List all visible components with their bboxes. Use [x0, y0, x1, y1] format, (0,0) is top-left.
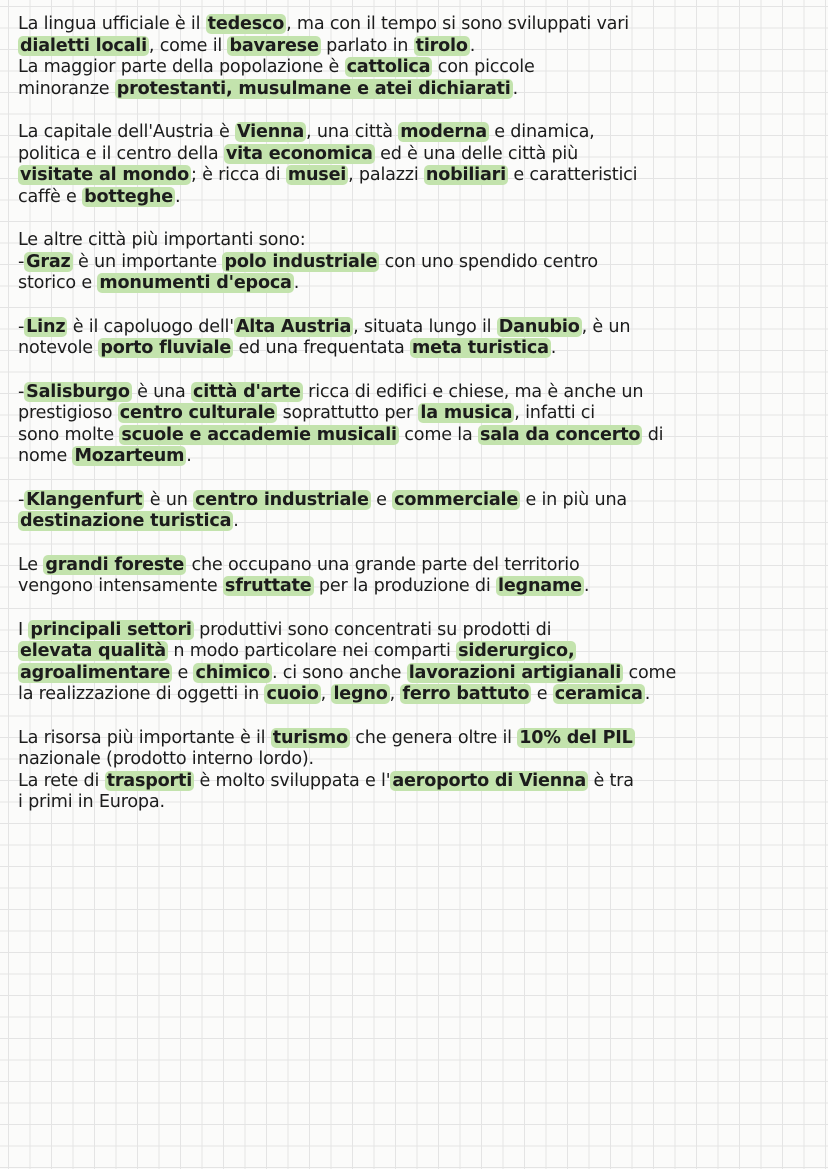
text-line: [18, 338, 818, 360]
text-segment: e in più una: [520, 489, 627, 510]
text-segment: , una città: [306, 122, 399, 142]
paragraph: [18, 382, 818, 468]
highlighted-keyword: Klangenfurt: [26, 489, 143, 510]
text-segment: .: [186, 446, 192, 466]
text-segment: .: [583, 576, 590, 596]
text-segment: e dinamica,: [488, 122, 595, 142]
text-line: [18, 252, 818, 274]
text-line: [18, 273, 818, 295]
text-line: [18, 792, 818, 814]
highlighted-keyword: scuole e accademie musicali: [121, 424, 397, 445]
text-segment: come: [623, 662, 677, 683]
highlighted-keyword: protestanti, musulmane e atei dichiarati: [116, 78, 511, 99]
highlighted-keyword: agroalimentare: [20, 662, 171, 683]
text-segment: Le: [18, 554, 44, 575]
text-line: [18, 165, 818, 187]
text-line: [18, 425, 818, 447]
text-line: [18, 771, 818, 793]
highlighted-keyword: porto fluviale: [100, 338, 232, 358]
highlighted-keyword: bavarese: [229, 35, 319, 56]
highlighted-keyword: aeroporto di Vienna: [392, 770, 587, 791]
text-line: [18, 511, 818, 533]
highlighted-keyword: sala da concerto: [479, 424, 641, 445]
text-segment: caffè e: [18, 186, 83, 207]
text-segment: politica e il centro della: [18, 143, 224, 164]
text-line: [18, 79, 818, 101]
highlighted-keyword: nobiliari: [425, 165, 506, 185]
text-line: [18, 57, 818, 79]
text-segment: , è un: [581, 316, 631, 337]
paragraph: [18, 230, 818, 295]
text-segment: La rete di: [18, 770, 105, 791]
text-segment: nazionale (prodotto interno lordo).: [18, 749, 314, 769]
highlighted-keyword: Alta Austria: [235, 316, 352, 337]
text-segment: ,: [389, 684, 401, 704]
text-segment: I: [18, 619, 29, 640]
highlighted-keyword: tirolo: [415, 35, 468, 56]
text-segment: soprattutto per: [277, 403, 419, 423]
text-segment: . ci sono anche: [271, 662, 407, 683]
highlighted-keyword: città d'arte: [193, 381, 301, 402]
highlighted-keyword: musei: [287, 165, 347, 185]
highlighted-keyword: vita economica: [225, 143, 373, 164]
text-segment: , infatti ci: [514, 403, 595, 423]
text-segment: di: [642, 424, 664, 445]
text-line: [18, 14, 818, 36]
paragraph: [18, 728, 818, 814]
paragraph: [18, 555, 818, 598]
text-segment: .: [293, 273, 300, 293]
text-segment: La capitale dell'Austria è: [18, 122, 236, 142]
text-segment: come la: [398, 424, 478, 445]
text-segment: -: [18, 251, 25, 272]
text-segment: ,: [320, 684, 332, 704]
text-line: [18, 403, 818, 425]
text-segment: la realizzazione di oggetti in: [18, 684, 265, 704]
text-segment: .: [174, 186, 181, 207]
text-segment: , come il: [148, 35, 228, 56]
highlighted-keyword: monumenti d'epoca: [99, 273, 292, 293]
text-segment: ; è ricca di: [191, 165, 286, 185]
text-segment: -: [18, 489, 25, 510]
highlighted-keyword: siderurgico,: [458, 641, 575, 661]
text-segment: è una: [131, 381, 192, 402]
highlighted-keyword: Salisburgo: [26, 381, 130, 402]
text-segment: con uno spendido centro: [379, 251, 598, 272]
highlighted-keyword: cuoio: [266, 684, 319, 704]
text-line: [18, 446, 818, 468]
text-segment: produttivi sono concentrati su prodotti di: [193, 619, 552, 640]
highlighted-keyword: chimico: [195, 662, 270, 683]
highlighted-keyword: turismo: [272, 727, 348, 748]
text-segment: .: [469, 35, 476, 56]
paragraph: [18, 317, 818, 360]
text-segment: La lingua ufficiale è il: [18, 14, 206, 34]
text-segment: che genera oltre il: [349, 727, 518, 748]
paragraph: [18, 620, 818, 706]
text-segment: minoranze: [18, 78, 115, 99]
highlighted-keyword: moderna: [400, 122, 487, 142]
highlighted-keyword: centro industriale: [195, 489, 369, 510]
text-segment: per la produzione di: [313, 576, 496, 596]
text-segment: n modo particolare nei comparti: [167, 641, 457, 661]
text-line: [18, 663, 818, 685]
text-segment: prestigioso: [18, 403, 118, 423]
text-segment: è un: [144, 489, 194, 510]
highlighted-keyword: visitate al mondo: [20, 165, 190, 185]
text-segment: che occupano una grande parte del territorio: [186, 554, 580, 575]
highlighted-keyword: Vienna: [237, 122, 305, 142]
text-segment: -: [18, 381, 25, 402]
text-segment: è molto sviluppata e l': [194, 770, 391, 791]
text-segment: ed una frequentata: [233, 338, 411, 358]
highlighted-keyword: la musica: [420, 403, 513, 423]
text-line: [18, 382, 818, 404]
highlighted-keyword: lavorazioni artigianali: [408, 662, 622, 683]
highlighted-keyword: ceramica: [554, 684, 643, 704]
handwritten-notes-page: [18, 14, 818, 836]
highlighted-keyword: centro culturale: [119, 403, 276, 423]
text-segment: parlato in: [320, 35, 414, 56]
text-segment: .: [512, 78, 518, 99]
text-line: [18, 317, 818, 339]
highlighted-keyword: grandi foreste: [45, 554, 185, 575]
text-line: [18, 36, 818, 58]
text-segment: .: [644, 684, 651, 704]
text-segment: La risorsa più importante è il: [18, 727, 271, 748]
highlighted-keyword: polo industriale: [224, 251, 378, 272]
text-segment: vengono intensamente: [18, 576, 223, 596]
paragraph: [18, 122, 818, 208]
text-segment: storico e: [18, 273, 98, 293]
highlighted-keyword: legname: [497, 576, 582, 596]
highlighted-keyword: botteghe: [84, 186, 173, 207]
text-line: [18, 490, 818, 512]
highlighted-keyword: legno: [333, 684, 388, 704]
text-line: [18, 144, 818, 166]
text-segment: .: [233, 511, 239, 531]
text-segment: ricca di edifici e chiese, ma è anche un: [302, 381, 644, 402]
text-segment: , situata lungo il: [353, 316, 497, 337]
highlighted-keyword: Mozarteum: [74, 446, 185, 466]
paragraph: [18, 14, 818, 100]
highlighted-keyword: trasporti: [106, 770, 193, 791]
text-line: [18, 576, 818, 598]
text-segment: , palazzi: [348, 165, 424, 185]
text-segment: e: [172, 662, 194, 683]
highlighted-keyword: dialetti locali: [20, 35, 147, 56]
highlighted-keyword: Graz: [26, 251, 71, 272]
text-segment: è un importante: [72, 251, 223, 272]
text-line: [18, 728, 818, 750]
text-segment: e: [370, 489, 393, 510]
highlighted-keyword: ferro battuto: [402, 684, 530, 704]
text-segment: .: [550, 338, 557, 358]
text-line: [18, 230, 818, 252]
text-segment: Le altre città più importanti sono:: [18, 230, 306, 250]
text-line: [18, 555, 818, 577]
text-segment: , ma con il tempo si sono sviluppati vari: [286, 14, 629, 34]
text-line: [18, 187, 818, 209]
highlighted-keyword: principali settori: [30, 619, 192, 640]
highlighted-keyword: meta turistica: [412, 338, 549, 358]
highlighted-keyword: tedesco: [207, 14, 285, 34]
highlighted-keyword: sfruttate: [224, 576, 312, 596]
text-segment: La maggior parte della popolazione è: [18, 57, 345, 77]
paragraph: [18, 490, 818, 533]
text-segment: ed è una delle città più: [374, 143, 579, 164]
text-segment: e: [531, 684, 553, 704]
text-segment: con piccole: [432, 57, 535, 77]
text-segment: è il capoluogo dell': [67, 316, 234, 337]
text-segment: sono molte: [18, 424, 120, 445]
text-segment: nome: [18, 446, 73, 466]
text-segment: notevole: [18, 338, 99, 358]
highlighted-keyword: Danubio: [498, 316, 580, 337]
text-segment: è tra: [588, 770, 634, 791]
highlighted-keyword: elevata qualità: [20, 641, 166, 661]
text-line: [18, 122, 818, 144]
highlighted-keyword: Linz: [26, 316, 66, 337]
text-line: [18, 684, 818, 706]
text-line: [18, 641, 818, 663]
text-line: [18, 620, 818, 642]
text-segment: i primi in Europa.: [18, 792, 165, 812]
text-segment: -: [18, 316, 25, 337]
highlighted-keyword: 10% del PIL: [519, 727, 633, 748]
highlighted-keyword: cattolica: [346, 57, 431, 77]
highlighted-keyword: commerciale: [394, 489, 519, 510]
highlighted-keyword: destinazione turistica: [20, 511, 232, 531]
text-line: [18, 749, 818, 771]
text-segment: e caratteristici: [507, 165, 638, 185]
